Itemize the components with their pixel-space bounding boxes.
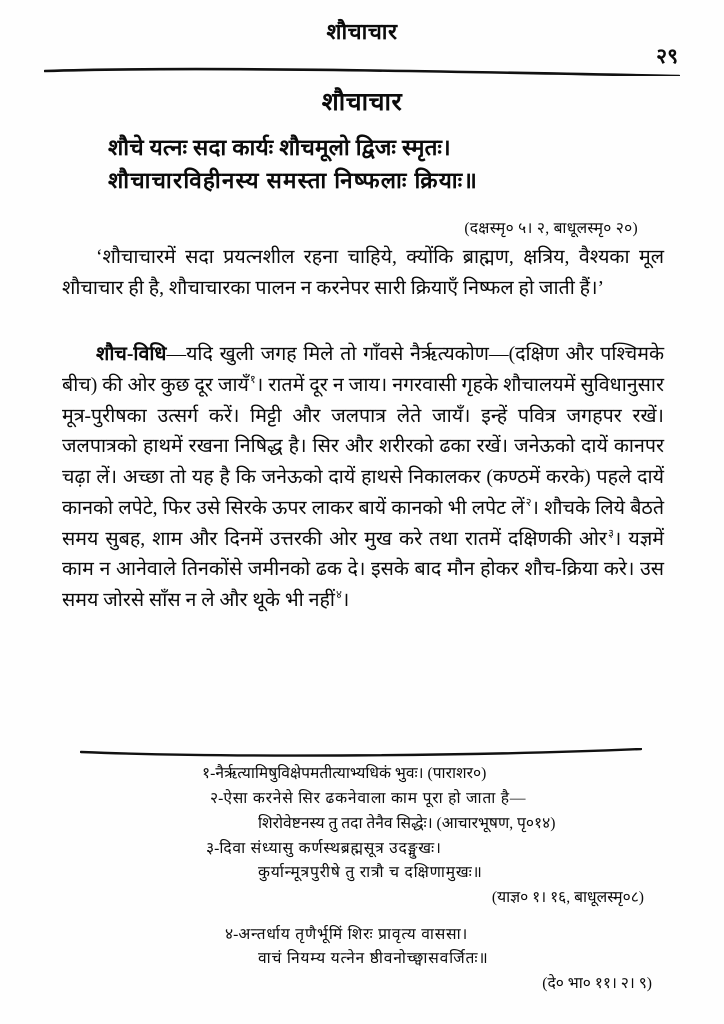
- footnote-text: दिवा संध्यासु कर्णस्थब्रह्मसूत्र उदङ्मुखः।: [219, 839, 442, 857]
- method-segment-3: । शौचके लिये बैठते समय सुबह, शाम और दिनमें उत्तरकी ओर मुख करे तथा रातमें दक्षिणकी ओर: [62, 497, 664, 550]
- verse-line-2: शौचाचारविहीनस्य समस्ता निष्फलाः क्रियाः॥: [108, 168, 479, 194]
- footnote-continuation-source: (दे० भा० ११। २। ९): [542, 974, 652, 992]
- footnote-item-4: [62, 923, 666, 996]
- footnote-continuation-line: [62, 861, 666, 885]
- quote-paragraph-block: [62, 243, 664, 305]
- footnote-item-1: [62, 762, 666, 786]
- footnote-marker-4: ४: [335, 589, 342, 602]
- footnote-spacer: [62, 911, 666, 923]
- verse-citation: (दक्षस्मृ० ५। २, बाधूलस्मृ० २०): [464, 220, 638, 237]
- method-segment-5: ।: [341, 590, 350, 611]
- em-dash: —: [166, 344, 187, 365]
- footnote-item-3: [62, 837, 666, 910]
- footnote-source: (पाराशर०): [427, 765, 487, 782]
- footnote-continuation: वाचं नियम्य यत्नेन ष्ठीवनोच्छ्वासवर्जितः॥: [258, 950, 489, 968]
- footnote-continuation-source: (आचारभूषण, पृ०१४): [436, 814, 556, 832]
- footnote-continuation: कुर्यान्मूत्रपुरीषे तु रात्रौ च दक्षिणामुखः॥: [258, 864, 483, 882]
- method-paragraph-block: [62, 340, 664, 617]
- footnote-number: १-: [202, 765, 216, 782]
- footnote-line: [62, 923, 666, 947]
- footnote-text: नैर्ऋत्यामिषुविक्षेपमतीत्याभ्यधिकं भुवः।: [215, 765, 424, 782]
- footnote-number: २-: [210, 790, 224, 808]
- footnote-continuation-source: (याज्ञ० १। १६, बाधूलस्मृ०८): [491, 888, 644, 906]
- method-segment-2: । रातमें दूर न जाय। नगरवासी गृहके शौचालयमें सुविधानुसार मूत्र-पुरीषका उत्सर्ग करें। मिट्टी और जलपात्र लेते जायँ। इन्हें पवित्र जगहपर रखें। जलपात्रको हाथमें रखना निषिद्ध है। सिर और शरीरको ढका रखें। जनेऊको दायें कानपर चढ़ा लें। अच्छा तो यह है कि जनेऊको दायें हाथसे निकालकर (कण्ठमें करके) पहले दायें कानको लपेटे, फिर उसे सिरके ऊपर लाकर बायें कानको भी लपेट लें: [62, 374, 664, 519]
- footnote-continuation: शिरोवेष्टनस्य तु तदा तेनैव सिद्धेः।: [258, 814, 433, 832]
- footnote-text: अन्तर्धाय तृणैर्भूमिं शिरः प्रावृत्य वाससा।: [238, 925, 469, 943]
- footnote-marker-2: २: [525, 497, 532, 510]
- footnote-marker-3: ३: [607, 527, 614, 540]
- page-title: शौचाचार: [321, 89, 403, 116]
- footnote-number: ३-: [206, 839, 220, 857]
- footnote-rule: [80, 748, 642, 751]
- footnote-line: [62, 762, 666, 786]
- header-rule: [44, 66, 680, 69]
- footnote-line: [62, 837, 666, 861]
- footnote-continuation-line: [62, 812, 666, 836]
- footnote-number: ४-: [225, 925, 239, 943]
- page-number: २९: [656, 44, 678, 68]
- quote-text: ‘शौचाचारमें सदा प्रयत्नशील रहना चाहिये, क्योंकि ब्राह्मण, क्षत्रिय, वैश्यका मूल शौचाचार ही है, शौचाचारका पालन न करनेपर सारी क्रियाएँ निष्फल हो जाती हैं।’: [62, 247, 664, 299]
- sanskrit-verse: [108, 131, 628, 197]
- method-segment-4: । यज्ञमें काम न आनेवाले तिनकोंसे जमीनको ढक दे। इसके बाद मौन होकर शौच-क्रिया करे। उस समय जोरसे साँस न ले और थूके भी नहीं: [62, 528, 665, 611]
- footnote-item-2: [62, 787, 666, 836]
- method-segment-1: यदि खुली जगह मिले तो गाँवसे नैर्ऋत्यकोण—(दक्षिण और पश्चिमके बीच) की ओर कुछ दूर जायँ: [62, 344, 664, 396]
- footnote-text: ऐसा करनेसे सिर ढकनेवाला काम पूरा हो जाता है—: [223, 790, 527, 808]
- footnote-continuation-line: [62, 947, 666, 971]
- method-paragraph: [62, 340, 664, 617]
- verse-line-1: शौचे यत्नः सदा कार्यः शौचमूलो द्विजः स्मृतः।: [108, 135, 451, 160]
- footnote-line: [62, 787, 666, 811]
- footnote-list: [62, 762, 666, 997]
- footnote-marker-1: १: [249, 374, 256, 387]
- running-head: शौचाचार: [326, 19, 398, 44]
- quote-paragraph: [62, 243, 664, 305]
- method-heading: शौच-विधि: [96, 344, 167, 365]
